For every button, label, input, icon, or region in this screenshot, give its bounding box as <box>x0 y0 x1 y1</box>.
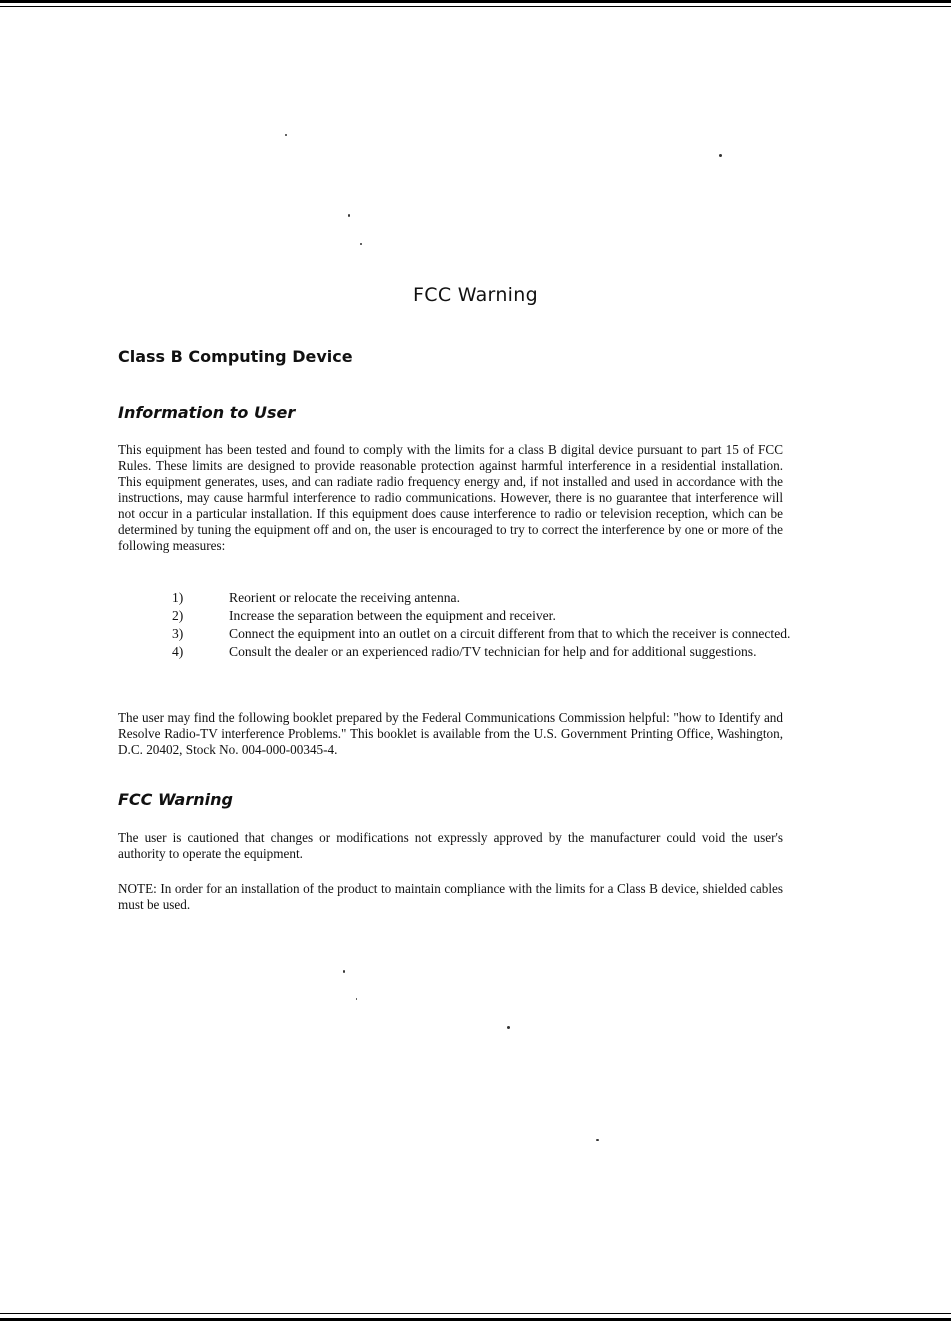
list-item <box>172 625 792 642</box>
section-heading-fcc-warning: FCC Warning <box>118 790 233 809</box>
measures-list <box>172 589 792 661</box>
top-border-rule <box>0 0 951 7</box>
list-item-number: 1) <box>172 590 184 605</box>
list-item-text: Increase the separation between the equipment and receiver. <box>229 608 556 623</box>
scan-speck <box>360 243 362 245</box>
list-item-text: Consult the dealer or an experienced radio/TV technician for help and for additional suggestions. <box>229 644 757 659</box>
scan-speck <box>348 214 350 217</box>
scan-speck <box>596 1139 599 1141</box>
list-item-text: Connect the equipment into an outlet on a circuit different from that to which the receiver is connected. <box>229 626 791 641</box>
section-heading-information-to-user: Information to User <box>118 403 296 422</box>
booklet-paragraph: The user may find the following booklet prepared by the Federal Communications Commission helpful: "how to Identify and Resolve Radio-TV interference Problems." This booklet is available from the U.S. Government Printing Office, Washington, D.C. 20402, Stock No. 004-000-00345-4. <box>118 710 783 757</box>
list-item-number: 4) <box>172 644 184 659</box>
list-item-text: Reorient or relocate the receiving antenna. <box>229 590 460 605</box>
scan-speck <box>343 970 345 973</box>
note-paragraph: NOTE: In order for an installation of the product to maintain compliance with the limits for a Class B device, shielded cables must be used. <box>118 881 783 912</box>
page-title: FCC Warning <box>413 284 538 306</box>
scan-speck <box>285 134 287 136</box>
bottom-border-rule <box>0 1313 951 1321</box>
scan-speck <box>719 154 722 157</box>
list-item-number: 2) <box>172 608 184 623</box>
list-item-number: 3) <box>172 626 184 641</box>
intro-paragraph: This equipment has been tested and found to comply with the limits for a class B digital device pursuant to part 15 of FCC Rules. These limits are designed to provide reasonable protection against harmful interference in a residential installation. This equipment generates, uses, and can radiate radio frequency energy and, if not installed and used in accordance with the instructions, may cause harmful interference to radio communications. However, there is no guarantee that interference will not occur in a particular installation. If this equipment does cause interference to radio or television reception, which can be determined by tuning the equipment off and on, the user is encouraged to try to correct the interference by one or more of the following measures: <box>118 442 783 553</box>
list-item <box>172 607 792 624</box>
list-item <box>172 589 792 606</box>
scan-speck <box>507 1026 510 1029</box>
scan-speck <box>356 998 357 1000</box>
section-heading-class-b: Class B Computing Device <box>118 347 353 366</box>
list-item <box>172 643 792 660</box>
caution-paragraph: The user is cautioned that changes or modifications not expressly approved by the manufacturer could void the user's authority to operate the equipment. <box>118 830 783 861</box>
